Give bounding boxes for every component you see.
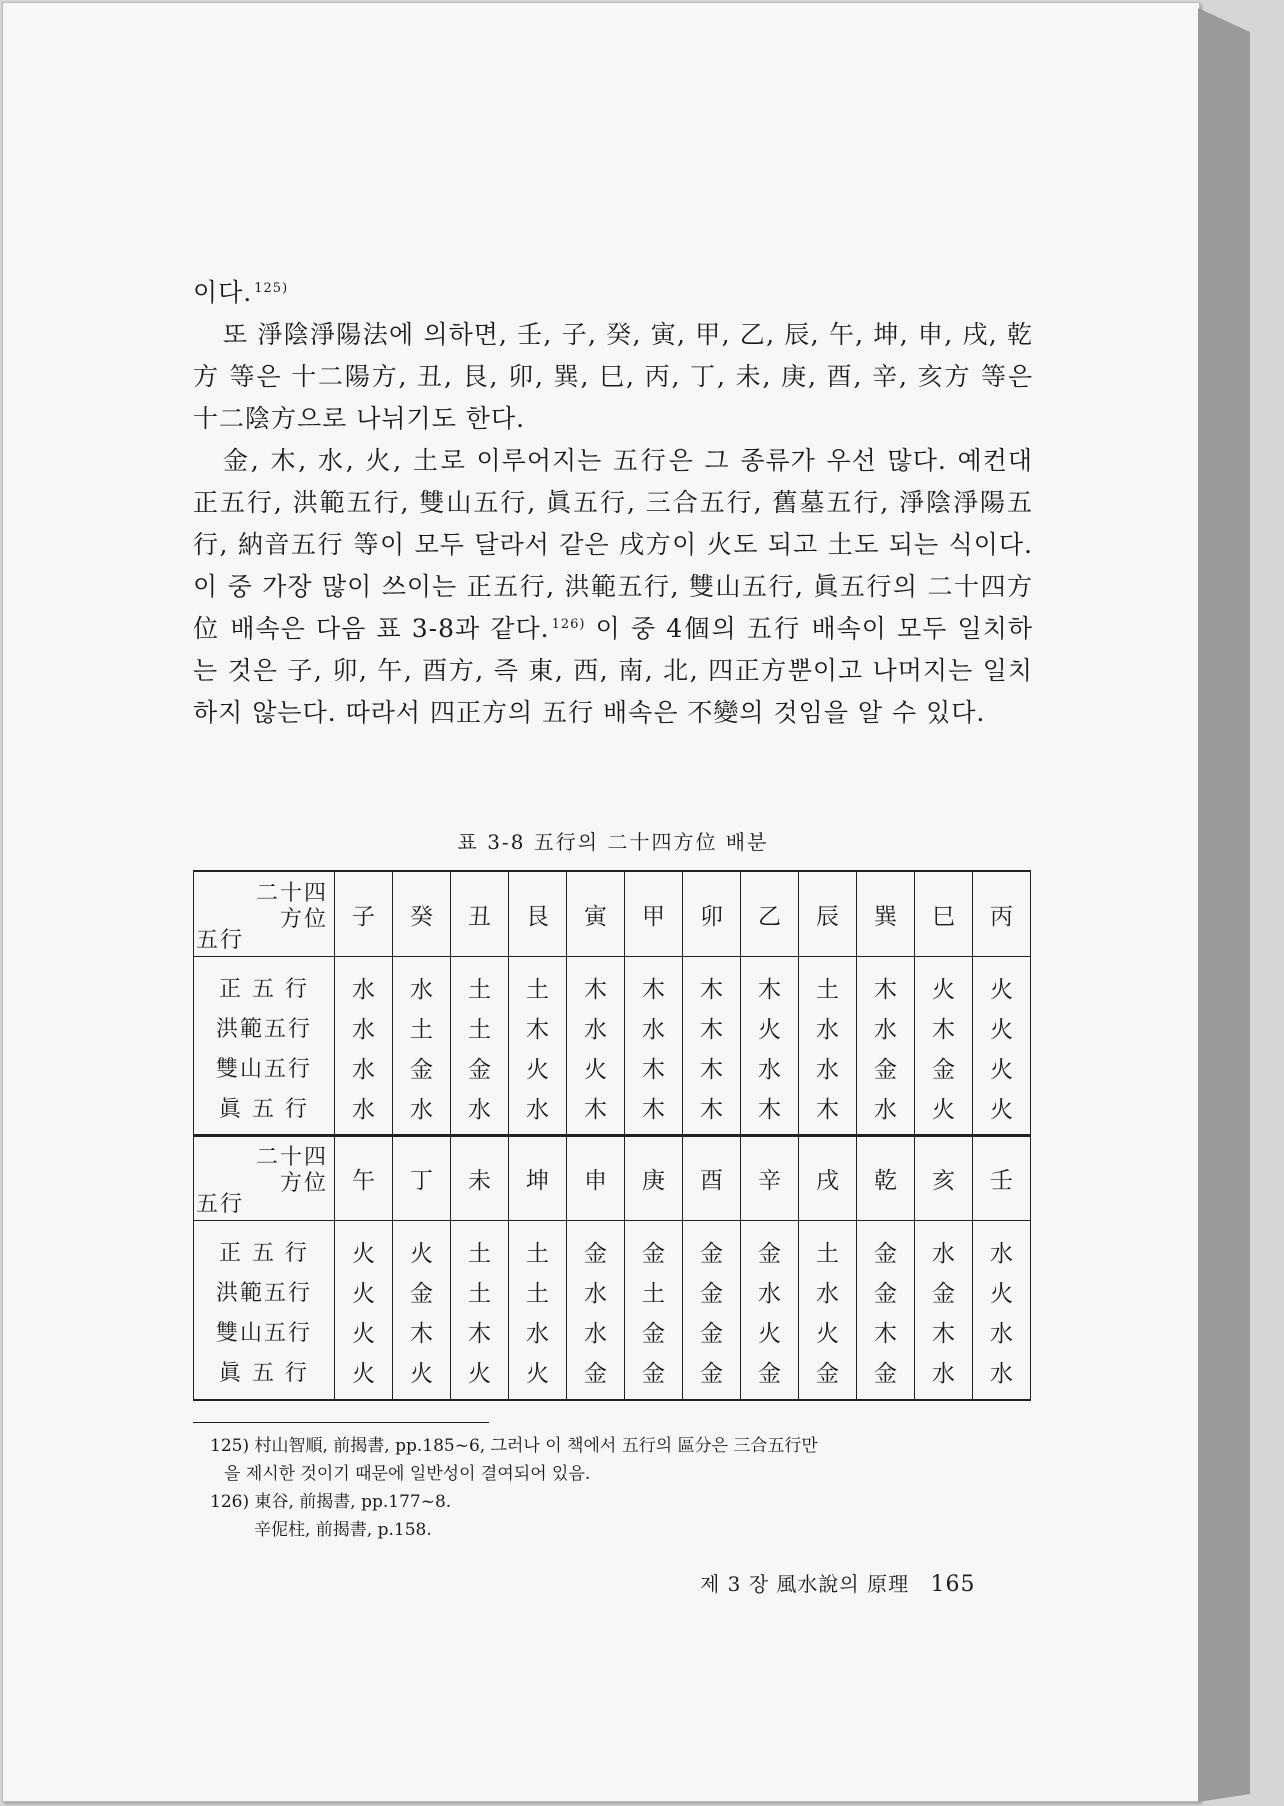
table-cell: 木: [509, 1007, 567, 1047]
table-cell: 水: [857, 1087, 915, 1136]
column-header: 酉: [683, 1135, 741, 1221]
row-label: 雙山五行: [194, 1311, 335, 1351]
table-cell: 土: [451, 1007, 509, 1047]
table-cell: 火: [915, 1087, 973, 1136]
column-header: 丑: [451, 871, 509, 957]
table-cell: 水: [741, 1047, 799, 1087]
table-cell: 水: [509, 1087, 567, 1136]
table-cell: 水: [335, 957, 393, 1008]
table-cell: 火: [973, 1007, 1031, 1047]
table-cell: 火: [393, 1351, 451, 1400]
row-label: 正 五 行: [194, 957, 335, 1008]
column-header: 辛: [741, 1135, 799, 1221]
table-cell: 火: [567, 1047, 625, 1087]
table-cell: 木: [567, 957, 625, 1008]
table-cell: 水: [857, 1007, 915, 1047]
footnote-125: 125) 村山智順, 前揭書, pp.185~6, 그러나 이 책에서 五行의 區分은 三合五行만: [210, 1436, 818, 1456]
column-header: 巽: [857, 871, 915, 957]
table-row: [194, 1007, 1031, 1047]
column-header: 乾: [857, 1135, 915, 1221]
table-cell: 火: [973, 1087, 1031, 1136]
corner-label-bottom: 五行: [196, 1192, 245, 1217]
row-label: 雙山五行: [194, 1047, 335, 1087]
table-corner-cell: [194, 871, 335, 957]
table-cell: 金: [567, 1221, 625, 1272]
footnotes: [210, 1432, 1040, 1544]
table-cell: 金: [451, 1047, 509, 1087]
table-cell: 土: [625, 1271, 683, 1311]
paragraph-2: 또 淨陰淨陽法에 의하면, 壬, 子, 癸, 寅, 甲, 乙, 辰, 午, 坤, 申, 戌, 乾方 等은 十二陽方, 丑, 艮, 卯, 巽, 巳, 丙, 丁, 未, 庚, 酉, 辛, 亥方 等은 十二陰方으로 나뉘기도 한다.: [193, 320, 1033, 433]
table-cell: 水: [973, 1221, 1031, 1272]
table-cell: 金: [625, 1221, 683, 1272]
footnote-126-cont: 辛伲柱, 前揭書, p.158.: [254, 1520, 432, 1540]
column-header: 甲: [625, 871, 683, 957]
table-cell: 木: [625, 1047, 683, 1087]
footnote-125-cont: 을 제시한 것이기 때문에 일반성이 결여되어 있음.: [224, 1464, 591, 1484]
table-row: [194, 1087, 1031, 1136]
table-cell: 火: [799, 1311, 857, 1351]
row-label: 眞 五 行: [194, 1351, 335, 1400]
table-cell: 金: [741, 1351, 799, 1400]
table-cell: 水: [741, 1271, 799, 1311]
table-cell: 木: [683, 1007, 741, 1047]
row-label: 洪範五行: [194, 1271, 335, 1311]
paragraph-3: 金, 木, 水, 火, 土로 이루어지는 五行은 그 종류가 우선 많다. 예컨대 正五行, 洪範五行, 雙山五行, 眞五行, 三合五行, 舊墓五行, 淨陰淨陽五行, 納音五行 等이 모두 달라서 같은 戌方이 火도 되고 土도 되는 식이다. 이 중 가장 많이 쓰이는 正五行, 洪範五行, 雙山五行, 眞五行의 二十四方位 배속은 다음 표 3-8과 같다. $^{126)}$ 이 중 4個의 五行 배속이 모두 일치하는 것은 子, 卯, 午, 酉方, 즉 東, 西, 南, 北, 四正方뿐이고 나머지는 일치하지 않는다. 따라서 四正方의 五行 배속은 不變의 것임을 알 수 있다.: [193, 446, 1034, 727]
table-cell: 金: [567, 1351, 625, 1400]
row-label: 眞 五 行: [194, 1087, 335, 1136]
table-cell: 金: [799, 1351, 857, 1400]
table-cell: 火: [741, 1007, 799, 1047]
footnote-divider: [193, 1422, 489, 1423]
page-number: 165: [930, 1572, 976, 1597]
table-cell: 火: [393, 1221, 451, 1272]
table-row: [194, 1311, 1031, 1351]
footnote-126: 126) 東谷, 前揭書, pp.177~8.: [210, 1492, 452, 1512]
table-cell: 木: [915, 1311, 973, 1351]
chapter-title: 제 3 장 風水說의 原理: [700, 1572, 910, 1596]
table-cell: 土: [451, 1221, 509, 1272]
table-cell: 火: [973, 1271, 1031, 1311]
table-cell: 火: [335, 1221, 393, 1272]
column-header: 庚: [625, 1135, 683, 1221]
table-cell: 土: [451, 957, 509, 1008]
table-cell: 金: [683, 1351, 741, 1400]
table-cell: 火: [509, 1351, 567, 1400]
table-cell: 金: [625, 1311, 683, 1351]
table-cell: 水: [915, 1351, 973, 1400]
body-text: [193, 272, 1033, 734]
column-header: 寅: [567, 871, 625, 957]
column-header: 申: [567, 1135, 625, 1221]
table-cell: 金: [857, 1351, 915, 1400]
column-header: 未: [451, 1135, 509, 1221]
table-cell: 土: [799, 1221, 857, 1272]
table-cell: 金: [741, 1221, 799, 1272]
row-label: 正 五 行: [194, 1221, 335, 1272]
table-cell: 木: [393, 1311, 451, 1351]
table-cell: 土: [799, 957, 857, 1008]
table-cell: 火: [451, 1351, 509, 1400]
table-cell: 水: [799, 1007, 857, 1047]
column-header: 辰: [799, 871, 857, 957]
table-cell: 火: [509, 1047, 567, 1087]
table-cell: 水: [567, 1311, 625, 1351]
table-cell: 金: [393, 1271, 451, 1311]
table-header-row: [194, 871, 1031, 957]
table-cell: 火: [741, 1311, 799, 1351]
table-row: [194, 1221, 1031, 1272]
table-cell: 金: [857, 1271, 915, 1311]
table-cell: 水: [451, 1087, 509, 1136]
table-cell: 水: [625, 1007, 683, 1047]
table-cell: 木: [741, 1087, 799, 1136]
table-cell: 土: [509, 957, 567, 1008]
corner-label-mid: 方位: [279, 907, 328, 932]
footnote-ref-126: 126): [551, 616, 586, 632]
table-cell: 木: [741, 957, 799, 1008]
corner-label-top: 二十四: [255, 881, 328, 906]
table-cell: 金: [393, 1047, 451, 1087]
column-header: 癸: [393, 871, 451, 957]
table-cell: 木: [683, 1087, 741, 1136]
table-cell: 木: [857, 1311, 915, 1351]
column-header: 午: [335, 1135, 393, 1221]
table-cell: 金: [857, 1047, 915, 1087]
table-cell: 水: [393, 1087, 451, 1136]
column-header: 亥: [915, 1135, 973, 1221]
table-cell: 金: [915, 1047, 973, 1087]
table-cell: 金: [625, 1351, 683, 1400]
table-cell: 水: [567, 1007, 625, 1047]
column-header: 艮: [509, 871, 567, 957]
paragraph-1: 이다. $^{125)}$: [193, 278, 289, 307]
table-cell: 水: [509, 1311, 567, 1351]
column-header: 巳: [915, 871, 973, 957]
column-header: 子: [335, 871, 393, 957]
table-part-2: [193, 1134, 1031, 1401]
table-cell: 火: [335, 1271, 393, 1311]
table-cell: 金: [915, 1271, 973, 1311]
column-header: 卯: [683, 871, 741, 957]
table-row: [194, 1047, 1031, 1087]
table-row: [194, 957, 1031, 1008]
corner-label-bottom: 五行: [196, 928, 245, 953]
table-cell: 木: [799, 1087, 857, 1136]
corner-label-mid: 方位: [279, 1171, 328, 1196]
footnote-ref-125: 125): [254, 280, 289, 296]
table-cell: 水: [799, 1271, 857, 1311]
table-caption: 표 3-8 五行의 二十四方位 배분: [457, 830, 769, 854]
table-cell: 火: [335, 1351, 393, 1400]
table-cell: 土: [393, 1007, 451, 1047]
table-cell: 水: [335, 1007, 393, 1047]
table-cell: 木: [683, 957, 741, 1008]
table-corner-cell: [194, 1135, 335, 1221]
table-row: [194, 1271, 1031, 1311]
column-header: 乙: [741, 871, 799, 957]
table-cell: 火: [915, 957, 973, 1008]
column-header: 丁: [393, 1135, 451, 1221]
column-header: 丙: [973, 871, 1031, 957]
table-part-1: [193, 870, 1031, 1137]
table-cell: 木: [625, 1087, 683, 1136]
table-cell: 火: [973, 957, 1031, 1008]
page-stack-edge: [1198, 8, 1250, 1802]
table-cell: 金: [683, 1311, 741, 1351]
table-cell: 火: [335, 1311, 393, 1351]
table-cell: 金: [683, 1221, 741, 1272]
table-cell: 木: [451, 1311, 509, 1351]
corner-label-top: 二十四: [255, 1145, 328, 1170]
table-cell: 火: [973, 1047, 1031, 1087]
row-label: 洪範五行: [194, 1007, 335, 1047]
table-cell: 木: [915, 1007, 973, 1047]
table-cell: 土: [451, 1271, 509, 1311]
table-cell: 水: [799, 1047, 857, 1087]
column-header: 戌: [799, 1135, 857, 1221]
table-cell: 水: [973, 1351, 1031, 1400]
column-header: 壬: [973, 1135, 1031, 1221]
table-cell: 水: [335, 1087, 393, 1136]
running-footer: [700, 1568, 975, 1597]
table-cell: 木: [857, 957, 915, 1008]
table-cell: 土: [509, 1271, 567, 1311]
table-cell: 水: [915, 1221, 973, 1272]
table-cell: 水: [567, 1271, 625, 1311]
table-cell: 水: [335, 1047, 393, 1087]
table-cell: 木: [683, 1047, 741, 1087]
table-cell: 金: [857, 1221, 915, 1272]
table-cell: 水: [973, 1311, 1031, 1351]
table-header-row: [194, 1135, 1031, 1221]
table-cell: 金: [683, 1271, 741, 1311]
table-row: [194, 1351, 1031, 1400]
table-cell: 土: [509, 1221, 567, 1272]
column-header: 坤: [509, 1135, 567, 1221]
table-cell: 木: [625, 957, 683, 1008]
table-cell: 木: [567, 1087, 625, 1136]
table-cell: 水: [393, 957, 451, 1008]
